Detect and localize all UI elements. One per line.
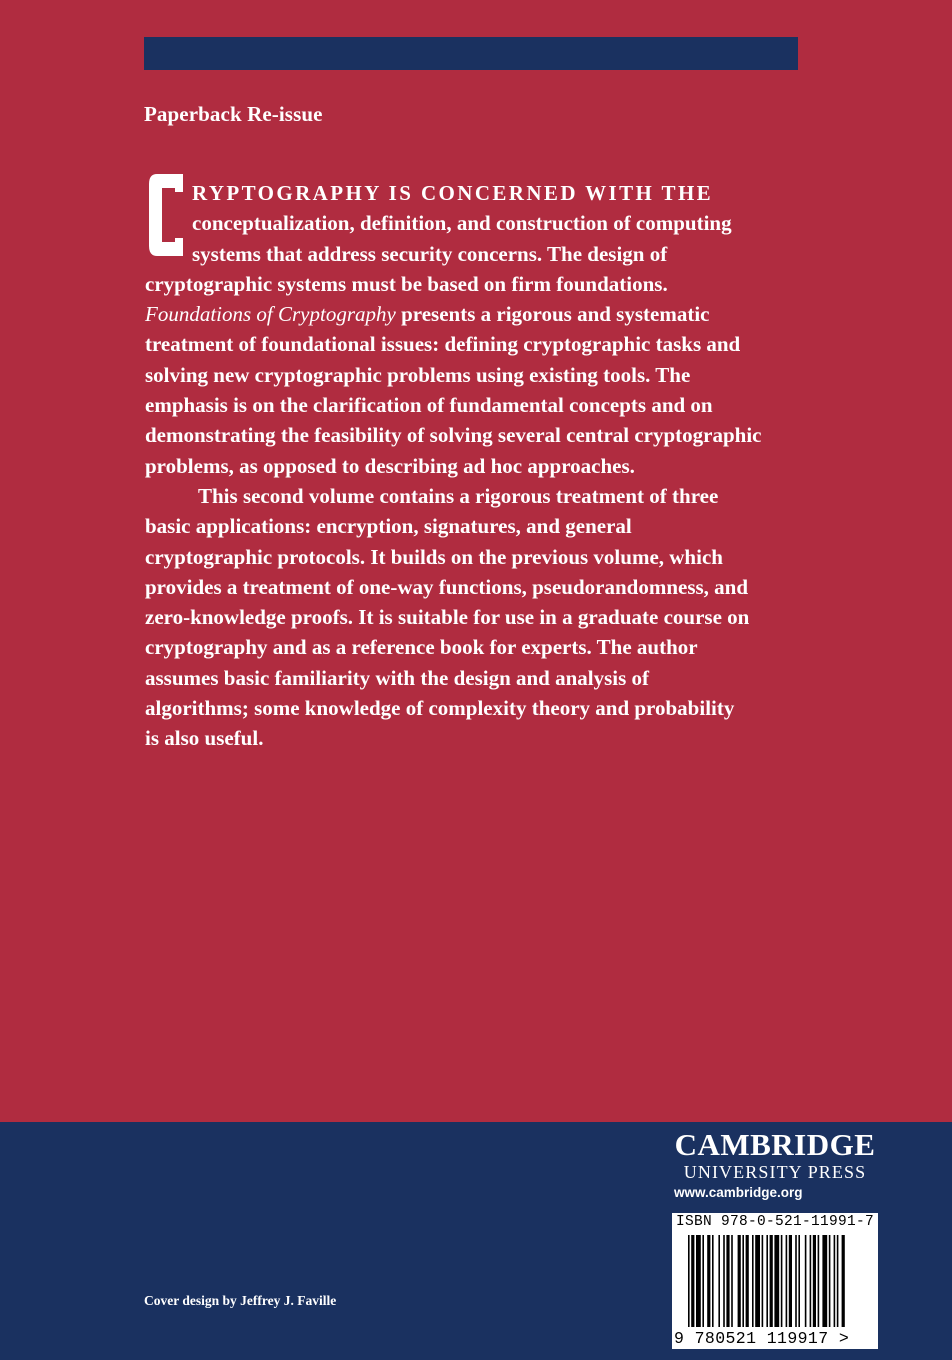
publisher-website: www.cambridge.org: [674, 1185, 803, 1200]
barcode-bar: [738, 1235, 741, 1327]
blurb-p2-line4: provides a treatment of one-way functions, pseudorandomness, and: [145, 574, 749, 599]
barcode-bar: [707, 1235, 710, 1327]
blurb-p1-line7: solving new cryptographic problems using existing tools. The: [145, 362, 691, 387]
barcode-bar: [834, 1235, 836, 1327]
publisher-block: [672, 1128, 878, 1204]
barcode-bar: [742, 1235, 744, 1327]
barcode-bar: [818, 1235, 820, 1327]
barcode-bar: [842, 1235, 845, 1327]
barcode-bar: [774, 1235, 779, 1327]
barcode-bar: [755, 1235, 760, 1327]
barcode-bar: [795, 1235, 797, 1327]
blurb-p1-line2: conceptualization, definition, and construction of computing: [192, 211, 732, 236]
blurb-p1-line10: problems, as opposed to describing ad hoc approaches.: [145, 453, 635, 478]
barcode-bar: [829, 1235, 831, 1327]
barcode-bar: [691, 1235, 694, 1327]
barcode-bar: [786, 1235, 788, 1327]
barcode-bar: [712, 1235, 714, 1327]
barcode-bar: [798, 1235, 800, 1327]
blurb-p1-line5: [145, 299, 815, 329]
book-title: Foundations of Cryptography: [145, 302, 396, 327]
barcode-box: [672, 1213, 878, 1349]
cover-design-credit: Cover design by Jeffrey J. Faville: [144, 1293, 337, 1308]
publisher-name: CAMBRIDGE: [674, 1127, 876, 1162]
blurb-text: [145, 178, 815, 754]
barcode-bar: [789, 1235, 792, 1327]
blurb-p2-line7: assumes basic familiarity with the design and analysis of: [145, 665, 650, 690]
barcode-bar: [805, 1235, 807, 1327]
edition-label: Paperback Re-issue: [144, 102, 323, 126]
barcode-bar: [810, 1235, 812, 1327]
barcode-bar: [822, 1235, 827, 1327]
blurb-p2-line9: is also useful.: [145, 726, 264, 751]
barcode-bar: [723, 1235, 725, 1327]
blurb-p1-line6: treatment of foundational issues: defining cryptographic tasks and: [145, 332, 741, 357]
blurb-p1-line5-rest: presents a rigorous and systematic: [395, 302, 710, 327]
top-color-bar: [144, 37, 798, 70]
blurb-p1-line4: cryptographic systems must be based on firm foundations.: [145, 271, 668, 296]
barcode-digits: 9 780521 119917 >: [674, 1329, 850, 1348]
blurb-p2-line1: This second volume contains a rigorous treatment of three: [198, 483, 719, 508]
barcode-bar: [837, 1235, 839, 1327]
blurb-p1-line8: emphasis is on the clarification of fundamental concepts and on: [145, 393, 713, 418]
blurb-p2-line8: algorithms; some knowledge of complexity theory and probability: [145, 696, 735, 721]
blurb-p2-line2: basic applications: encryption, signatures, and general: [145, 514, 632, 539]
blurb-p1-line3: systems that address security concerns. The design of: [192, 241, 668, 266]
barcode-bar: [813, 1235, 816, 1327]
barcode-bar: [688, 1235, 690, 1327]
barcode-bar: [696, 1235, 701, 1327]
barcode-bar: [718, 1235, 720, 1327]
barcode-bar: [781, 1235, 783, 1327]
blurb-p2-line5: zero-knowledge proofs. It is suitable for use in a graduate course on: [145, 605, 750, 630]
barcode-bar: [762, 1235, 764, 1327]
barcode-bar: [726, 1235, 729, 1327]
isbn-label: ISBN 978-0-521-11991-7: [676, 1214, 875, 1230]
barcode-bar: [770, 1235, 773, 1327]
blurb-p2-line3: cryptographic protocols. It builds on the previous volume, which: [145, 544, 723, 569]
barcode-bar: [702, 1235, 704, 1327]
blurb-p2-line6: cryptography and as a reference book for experts. The author: [145, 635, 698, 660]
publisher-subname: UNIVERSITY PRESS: [683, 1162, 867, 1182]
blurb-p1-line9: demonstrating the feasibility of solving several central cryptographic: [145, 423, 762, 448]
barcode-bar: [731, 1235, 733, 1327]
barcode-bar: [746, 1235, 749, 1327]
blurb-p1-line1: RYPTOGRAPHY IS CONCERNED WITH THE: [192, 181, 714, 205]
barcode-bar: [752, 1235, 754, 1327]
barcode-bar: [766, 1235, 768, 1327]
